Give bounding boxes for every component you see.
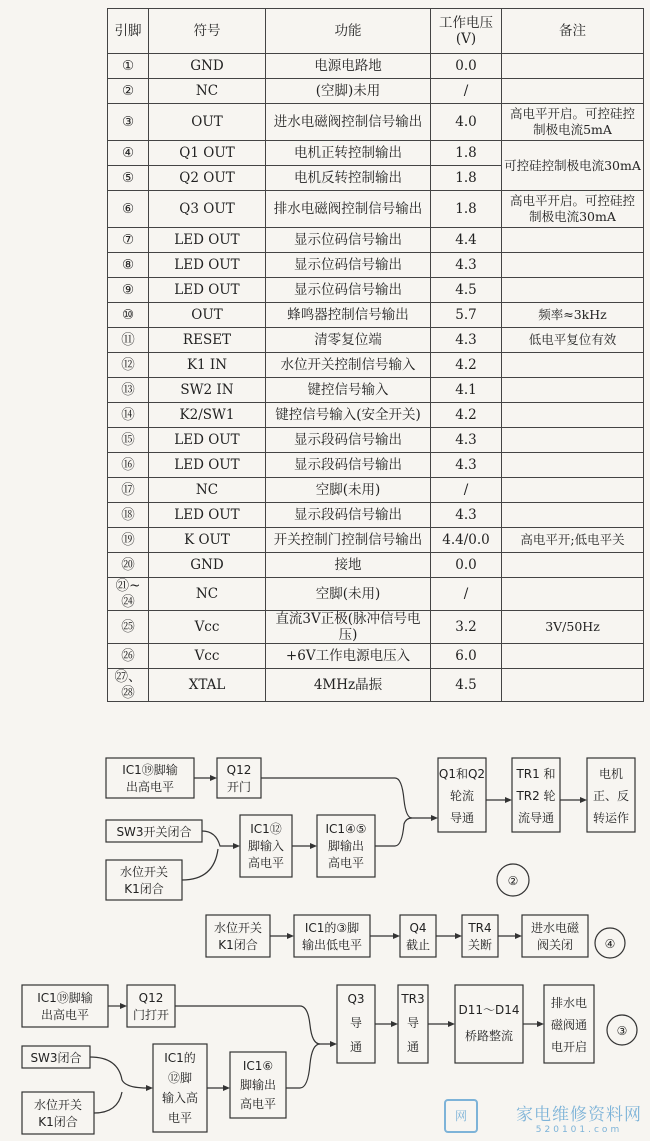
cell-symbol: LED OUT [149, 503, 266, 528]
cell-pin: ⑫ [108, 353, 149, 378]
d3-ic12-line2: ⑫脚 [167, 1071, 193, 1085]
d3-path-water [94, 1092, 122, 1113]
cell-voltage: 0.0 [431, 553, 502, 578]
cell-voltage: 5.7 [431, 303, 502, 328]
cell-pin: ⑪ [108, 328, 149, 353]
d2-ic12-line2: 脚输入 [247, 839, 285, 853]
cell-note: 高电平开启。可控硅控制极电流5mA [502, 104, 644, 141]
d2-motor-line2: 正、反 [592, 789, 630, 803]
d3-ic19-line1: IC1⑲脚输 [37, 991, 93, 1005]
cell-voltage: 4.5 [431, 669, 502, 702]
d3-drain-line2: 磁阀通 [550, 1018, 588, 1032]
cell-voltage: 4.0 [431, 104, 502, 141]
cell-note: 低电平复位有效 [502, 328, 644, 353]
cell-pin: ⑧ [108, 253, 149, 278]
d4-arrowhead-1 [287, 933, 294, 939]
cell-symbol: Vcc [149, 611, 266, 644]
d4-water-line2: K1闭合 [218, 938, 258, 952]
cell-symbol: XTAL [149, 669, 266, 702]
d2-arrowhead-6 [580, 797, 587, 803]
cell-symbol: Vcc [149, 644, 266, 669]
cell-function: 开关控制门控制信号输出 [266, 528, 431, 553]
cell-voltage: 0.0 [431, 54, 502, 79]
cell-symbol: LED OUT [149, 278, 266, 303]
cell-pin: ㉕ [108, 611, 149, 644]
header-function: 功能 [266, 9, 431, 54]
cell-symbol: Q3 OUT [149, 191, 266, 228]
cell-symbol: SW2 IN [149, 378, 266, 403]
d3-q3-line2: 导 [349, 1016, 363, 1030]
d2-path-q12-merge [261, 778, 432, 818]
cell-note: 3V/50Hz [502, 611, 644, 644]
cell-pin: ⑭ [108, 403, 149, 428]
d4-arrowhead-4 [515, 933, 522, 939]
d3-arrowhead-2 [146, 1085, 153, 1091]
cell-pin: ⑯ [108, 453, 149, 478]
d2-tr-line3: 流导通 [517, 811, 555, 825]
d3-ic12-line3: 输入高 [161, 1091, 199, 1105]
d2-water-line1: 水位开关 [119, 865, 169, 879]
d3-q3-line3: 通 [349, 1040, 363, 1054]
watermark [516, 1100, 642, 1135]
cell-function: 蜂鸣器控制信号输出 [266, 303, 431, 328]
d3-path-q12-merge [175, 1006, 331, 1044]
d2-arrowhead-2 [233, 843, 240, 849]
cell-note: 频率≈3kHz [502, 303, 644, 328]
d2-q12-line1: Q12 [226, 763, 252, 777]
diagram-4 [206, 915, 625, 958]
d4-ic3-line1: IC1的③脚 [304, 921, 360, 935]
cell-voltage: 4.3 [431, 453, 502, 478]
d4-q4-line2: 截止 [405, 938, 431, 952]
d3-ic12-line1: IC1的 [164, 1051, 196, 1065]
cell-pin: ⑥ [108, 191, 149, 228]
header-note: 备注 [502, 9, 644, 54]
d2-q1q2-line2: 轮流 [449, 789, 475, 803]
cell-voltage: 4.5 [431, 278, 502, 303]
d2-water-line2: K1闭合 [124, 882, 164, 896]
cell-function: 显示位码信号输出 [266, 253, 431, 278]
d3-bridge-line1: D11～D14 [458, 1003, 520, 1017]
cell-voltage: 3.2 [431, 611, 502, 644]
cell-function: 电机正转控制输出 [266, 141, 431, 166]
d3-tr3-line1: TR3 [401, 992, 425, 1006]
cell-voltage: 4.3 [431, 328, 502, 353]
cell-pin: ⑬ [108, 378, 149, 403]
d3-bridge-box [455, 985, 523, 1063]
cell-symbol: Q1 OUT [149, 141, 266, 166]
watermark-sub: 520101.com [535, 1125, 623, 1135]
d3-arrowhead-6 [448, 1021, 455, 1027]
cell-pin: ㉖ [108, 644, 149, 669]
d2-q1q2-line3: 导通 [449, 811, 475, 825]
d2-ic45-line1: IC1④⑤ [325, 822, 367, 836]
d3-q12-line2: 门打开 [132, 1008, 170, 1022]
cell-function: 电源电路地 [266, 54, 431, 79]
d2-ic12-line3: 高电平 [247, 856, 285, 870]
header-voltage: 工作电压(V) [431, 9, 502, 54]
cell-function: 键控信号输入(安全开关) [266, 403, 431, 428]
d3-arrowhead-5 [391, 1021, 398, 1027]
d3-arrowhead-1 [120, 1003, 127, 1009]
cell-voltage: 4.3 [431, 503, 502, 528]
header-symbol: 符号 [149, 9, 266, 54]
d3-bridge-line2: 桥路整流 [464, 1029, 514, 1043]
cell-symbol: NC [149, 578, 266, 611]
cell-pin: ⑩ [108, 303, 149, 328]
cell-symbol: LED OUT [149, 428, 266, 453]
cell-function: 排水电磁阀控制信号输出 [266, 191, 431, 228]
d2-path-water [182, 849, 218, 880]
cell-function: 接地 [266, 553, 431, 578]
cell-voltage: 4.3 [431, 428, 502, 453]
d4-arrowhead-3 [455, 933, 462, 939]
cell-function: 4MHz晶振 [266, 669, 431, 702]
d2-motor-line3: 转运作 [592, 811, 630, 825]
diagram-2 [106, 758, 635, 900]
cell-voltage: 4.2 [431, 403, 502, 428]
d3-path-ic6-merge [286, 1044, 320, 1088]
watermark-logo: 网 [444, 1099, 478, 1133]
d3-q12-line1: Q12 [138, 991, 164, 1005]
d3-tr3-line2: 导 [406, 1016, 420, 1030]
cell-symbol: NC [149, 79, 266, 104]
cell-symbol: K1 IN [149, 353, 266, 378]
cell-pin: ① [108, 54, 149, 79]
d3-ic6-line3: 高电平 [239, 1097, 277, 1111]
cell-voltage: 4.4/0.0 [431, 528, 502, 553]
cell-function: 空脚(未用) [266, 478, 431, 503]
d4-valve-line2: 阀关闭 [536, 938, 574, 952]
d4-tr4-line1: TR4 [468, 921, 492, 935]
cell-symbol: RESET [149, 328, 266, 353]
d3-arrowhead-3 [223, 1085, 230, 1091]
cell-pin: ⑤ [108, 166, 149, 191]
cell-function: 显示段码信号输出 [266, 453, 431, 478]
d2-path-sw3 [202, 831, 234, 846]
cell-pin: ④ [108, 141, 149, 166]
d2-arrowhead-1 [210, 775, 217, 781]
cell-pin: ② [108, 79, 149, 104]
d2-tr-line2: TR2 轮 [516, 789, 556, 803]
cell-voltage: 4.1 [431, 378, 502, 403]
d2-ic45-line3: 高电平 [327, 856, 365, 870]
cell-function: (空脚)未用 [266, 79, 431, 104]
cell-voltage: 4.2 [431, 353, 502, 378]
d2-number-label: ② [507, 874, 519, 888]
d4-ic3-line2: 输出低电平 [301, 938, 363, 952]
cell-function: +6V工作电源电压入 [266, 644, 431, 669]
d3-drain-line3: 电开启 [550, 1040, 588, 1054]
d2-q1q2-line1: Q1和Q2 [438, 767, 486, 781]
d2-q12-line2: 开门 [226, 780, 252, 794]
d2-ic12-line1: IC1⑫ [250, 822, 282, 836]
d3-ic12-line4: 电平 [167, 1111, 193, 1125]
d2-motor-line1: 电机 [598, 767, 624, 781]
cell-voltage: / [431, 79, 502, 104]
cell-function: 电机反转控制输出 [266, 166, 431, 191]
d4-q4-line1: Q4 [409, 921, 427, 935]
d3-ic6-line2: 脚输出 [239, 1078, 277, 1092]
cell-function: 键控信号输入 [266, 378, 431, 403]
d4-number-label: ④ [604, 937, 616, 951]
cell-pin: ⑳ [108, 553, 149, 578]
d2-ic19-line2: 出高电平 [125, 780, 175, 794]
d3-tr3-line3: 通 [406, 1040, 420, 1054]
cell-function: 显示位码信号输出 [266, 228, 431, 253]
d3-ic19-line2: 出高电平 [40, 1008, 90, 1022]
d4-arrowhead-2 [393, 933, 400, 939]
cell-pin: ⑦ [108, 228, 149, 253]
d3-water-line1: 水位开关 [33, 1098, 83, 1112]
d2-ic19-line1: IC1⑲脚输 [122, 763, 178, 777]
cell-voltage: / [431, 478, 502, 503]
d3-ic6-line1: IC1⑥ [242, 1059, 274, 1073]
cell-symbol: LED OUT [149, 228, 266, 253]
cell-symbol: OUT [149, 303, 266, 328]
d2-arrowhead-3 [310, 843, 317, 849]
watermark-text: 家电维修资料网 [516, 1105, 642, 1125]
d2-ic45-line2: 脚输出 [327, 839, 365, 853]
cell-pin: ⑱ [108, 503, 149, 528]
d2-arrowhead-4 [431, 815, 438, 821]
cell-voltage: / [431, 578, 502, 611]
cell-symbol: GND [149, 553, 266, 578]
cell-voltage: 4.3 [431, 253, 502, 278]
cell-function: 显示位码信号输出 [266, 278, 431, 303]
cell-pin: ⑰ [108, 478, 149, 503]
cell-symbol: K2/SW1 [149, 403, 266, 428]
cell-pin: ⑨ [108, 278, 149, 303]
d3-path-sw3 [90, 1057, 147, 1088]
cell-function: 显示段码信号输出 [266, 503, 431, 528]
d3-sw3-label: SW3闭合 [30, 1051, 82, 1065]
cell-function: 水位开关控制信号输入 [266, 353, 431, 378]
d2-tr-line1: TR1 和 [516, 767, 556, 781]
d2-path-ic45-merge [375, 818, 412, 846]
cell-symbol: OUT [149, 104, 266, 141]
d4-tr4-line2: 关断 [467, 938, 493, 952]
cell-pin: ㉑~㉔ [108, 578, 149, 611]
d3-drain-line1: 排水电 [550, 996, 588, 1010]
cell-function: 进水电磁阀控制信号输出 [266, 104, 431, 141]
cell-note: 可控硅控制极电流30mA [502, 141, 644, 191]
cell-voltage: 1.8 [431, 141, 502, 166]
cell-voltage: 1.8 [431, 191, 502, 228]
cell-pin: ⑮ [108, 428, 149, 453]
cell-symbol: GND [149, 54, 266, 79]
cell-function: 清零复位端 [266, 328, 431, 353]
d3-arrowhead-7 [537, 1021, 544, 1027]
cell-symbol: K OUT [149, 528, 266, 553]
d2-arrowhead-5 [505, 797, 512, 803]
header-pin: 引脚 [108, 9, 149, 54]
d3-arrowhead-4 [330, 1041, 337, 1047]
cell-symbol: NC [149, 478, 266, 503]
d3-water-line2: K1闭合 [38, 1115, 78, 1129]
cell-function: 显示段码信号输出 [266, 428, 431, 453]
cell-pin: ⑲ [108, 528, 149, 553]
cell-voltage: 1.8 [431, 166, 502, 191]
cell-note: 高电平开;低电平关 [502, 528, 644, 553]
cell-symbol: LED OUT [149, 453, 266, 478]
cell-pin: ㉗、㉘ [108, 669, 149, 702]
cell-function: 空脚(未用) [266, 578, 431, 611]
d3-q3-line1: Q3 [347, 992, 365, 1006]
cell-symbol: LED OUT [149, 253, 266, 278]
cell-voltage: 4.4 [431, 228, 502, 253]
d4-water-line1: 水位开关 [213, 921, 263, 935]
d4-valve-line1: 进水电磁 [530, 921, 580, 935]
d2-sw3-label: SW3开关闭合 [116, 825, 192, 839]
cell-voltage: 6.0 [431, 644, 502, 669]
cell-symbol: Q2 OUT [149, 166, 266, 191]
cell-function: 直流3V正极(脉冲信号电压) [266, 611, 431, 644]
cell-note: 高电平开启。可控硅控制极电流30mA [502, 191, 644, 228]
d3-number-label: ③ [616, 1024, 628, 1038]
cell-pin: ③ [108, 104, 149, 141]
